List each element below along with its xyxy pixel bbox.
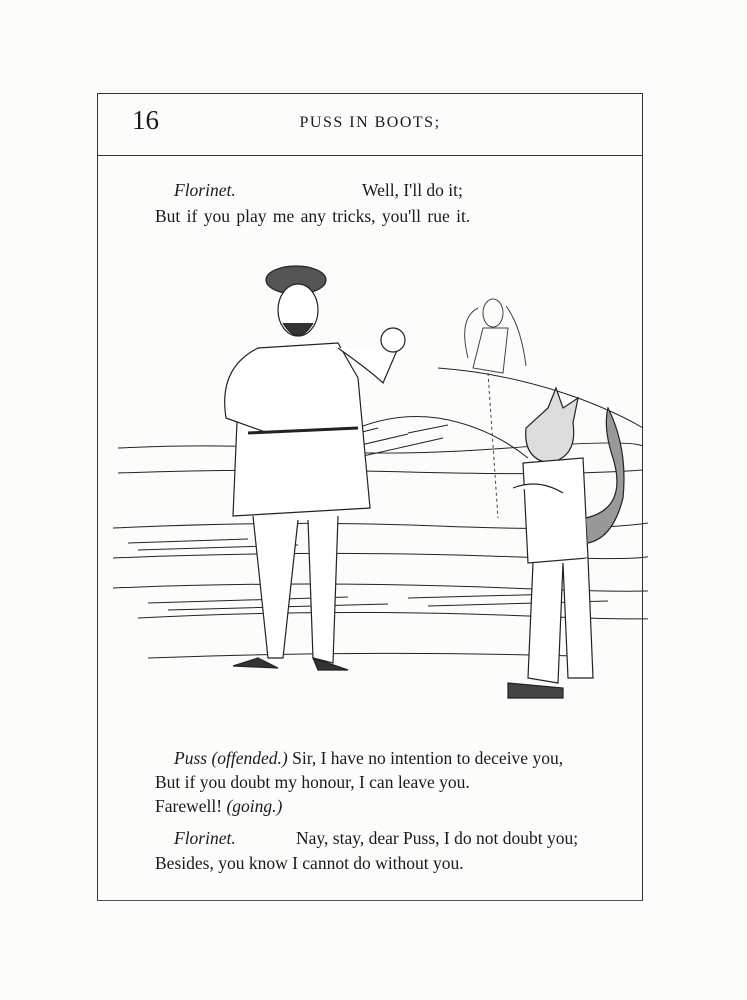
page-number: 16 (132, 105, 159, 135)
speaker-florinet: Florinet. (174, 180, 236, 200)
speaker-florinet: Florinet. (174, 828, 236, 848)
dialogue-text: Well, I'll do it; (362, 180, 463, 200)
header-rule (98, 155, 642, 156)
dialogue-puss-line-2: But if you doubt my honour, I can leave you. (155, 772, 470, 792)
speaker-puss: Puss (174, 748, 208, 768)
dialogue-text: Sir, I have no intention to deceive you, (292, 748, 564, 768)
engraving-illustration (108, 258, 648, 718)
stage-direction: (offended.) (211, 748, 288, 768)
dialogue-florinet-line-2: Besides, you know I cannot do without you. (155, 853, 464, 873)
dialogue-text: Farewell! (155, 796, 223, 816)
dialogue-text: Nay, stay, dear Puss, I do not doubt you; (296, 828, 579, 848)
stage-direction: (going.) (226, 796, 283, 816)
dialogue-top-line-1 (174, 180, 463, 201)
dialogue-puss-line-1 (174, 748, 563, 769)
dialogue-top-line-2: But if you play me any tricks, you'll rue it. (155, 206, 471, 226)
running-title: PUSS IN BOOTS; (299, 114, 441, 131)
dialogue-florinet-line-1 (174, 828, 579, 849)
dialogue-puss-line-3 (155, 796, 282, 817)
